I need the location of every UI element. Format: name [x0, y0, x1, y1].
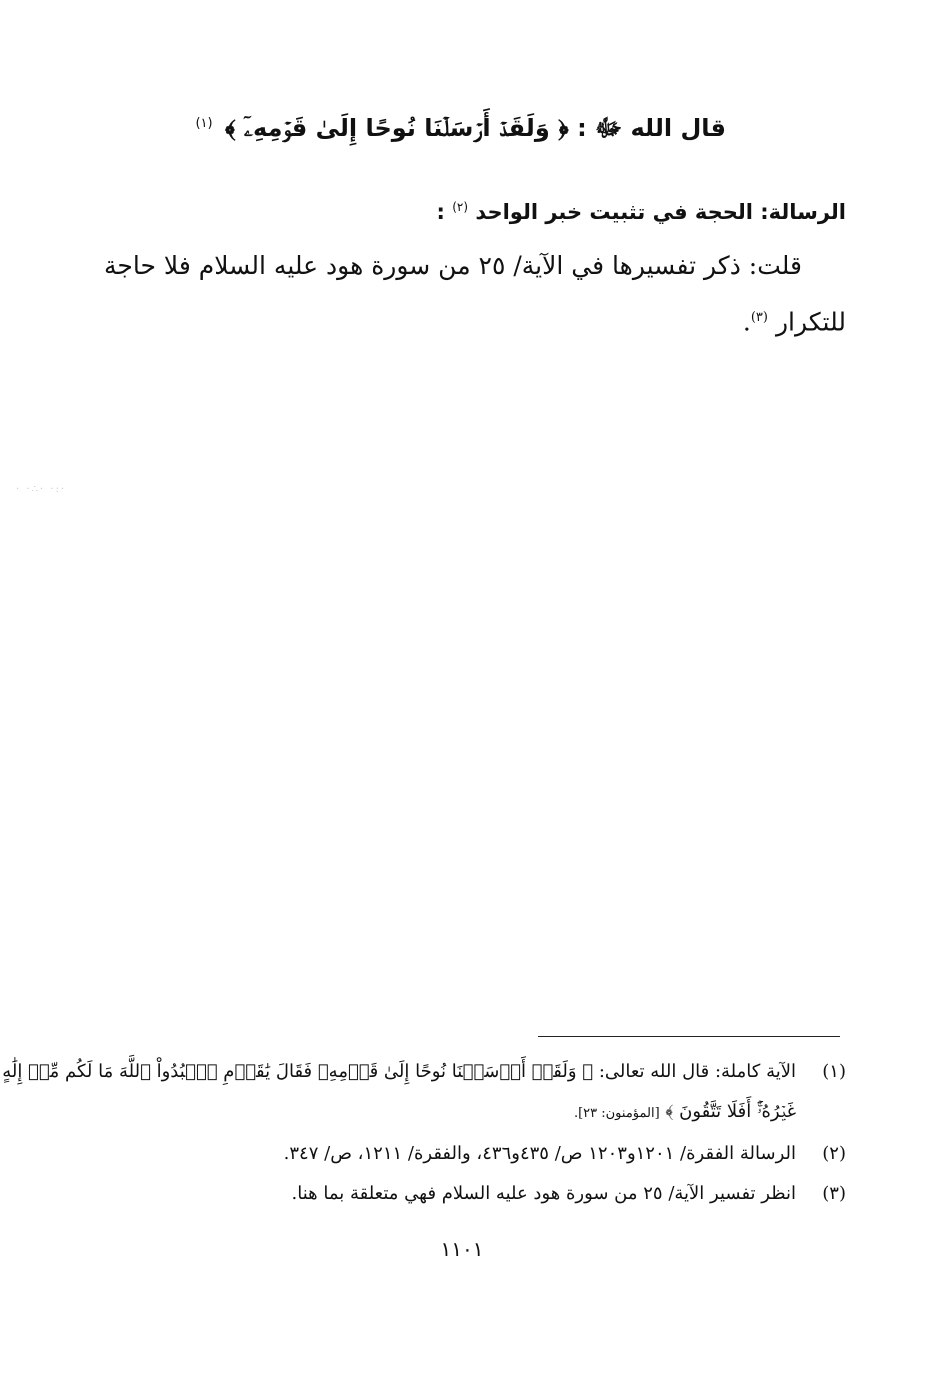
heading-suffix: : [436, 200, 445, 224]
footnote-divider [538, 1036, 840, 1037]
body-line-1: قلت: ذكر تفسيرها في الآية/ ٢٥ من سورة هود عليه السلام فلا حاجة [104, 251, 802, 280]
body-line-2-text: للتكرار [775, 307, 846, 337]
footnote-2 [94, 1134, 846, 1174]
body-line-2 [100, 292, 846, 348]
footnote-1-reference: [المؤمنون: ٢٣]. [573, 1106, 660, 1121]
scan-artifact: ·:· ·∴· · [16, 484, 66, 495]
footnotes-section [2, 1052, 846, 1214]
footnote-3 [94, 1174, 846, 1214]
footnote-text: الرسالة الفقرة/ ١٢٠١و١٢٠٣ ص/ ٤٣٥و٤٣٦، والفقرة/ ١٢١١، ص/ ٣٤٧. [283, 1143, 796, 1164]
footnote-text [2, 1052, 796, 1134]
verse-prefix: قال الله ﷻ : [577, 114, 726, 142]
footnote-1 [2, 1052, 846, 1134]
footnote-1-line-2 [2, 1092, 796, 1134]
page-number: ١١٠١ [440, 1237, 484, 1261]
footnote-number: (١) [822, 1061, 846, 1082]
footnote-marker-3: (٣) [750, 310, 768, 325]
body-paragraph [100, 240, 846, 348]
verse-line [195, 104, 726, 148]
footnote-number: (٣) [822, 1183, 846, 1204]
footnote-text: انظر تفسير الآية/ ٢٥ من سورة هود عليه السلام فهي متعلقة بما هنا. [291, 1183, 796, 1204]
footnote-marker-2: (٢) [452, 200, 469, 214]
body-end-period: . [742, 307, 751, 337]
footnote-number: (٢) [822, 1143, 846, 1164]
footnote-1-continuation: غَيۡرُهُۥٓۚ أَفَلَا تَتَّقُونَ ﴾ [665, 1101, 796, 1122]
footnote-1-line-1: الآية كاملة: قال الله تعالى: ﴿ وَلَقَدۡ أَرۡسَلۡنَا نُوحًا إِلَىٰ قَوۡمِهِۦ فَقَالَ يَٰقَوۡمِ ٱعۡبُدُواْ ٱللَّهَ مَا لَكُم مِّنۡ إِلَٰهٍ [2, 1061, 796, 1082]
section-heading [426, 188, 846, 231]
footnote-marker-1: (١) [195, 116, 213, 131]
verse-quote: ﴿ وَلَقَدۡ أَرۡسَلۡنَا نُوحًا إِلَىٰ قَوۡمِهِۦٓ ﴾ [224, 114, 569, 142]
heading-text: الرسالة: الحجة في تثبيت خبر الواحد [475, 200, 846, 224]
